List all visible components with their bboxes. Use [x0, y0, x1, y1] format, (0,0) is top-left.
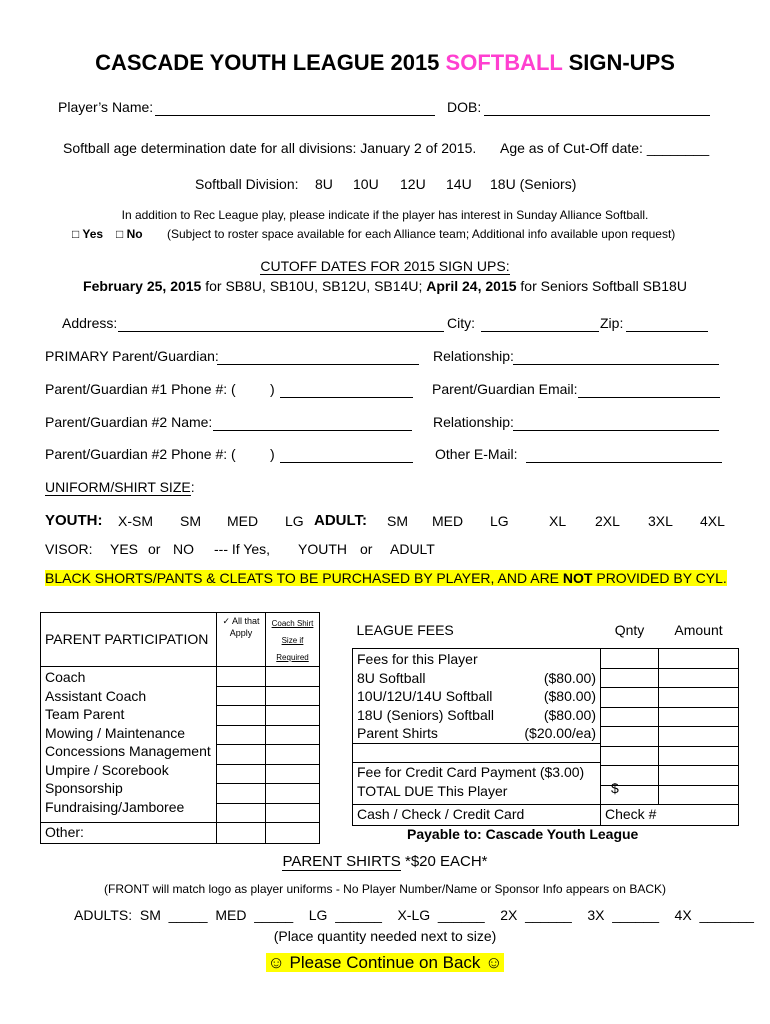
- coach-shirt-size-header: [266, 613, 320, 667]
- cutoff-heading-text: CUTOFF DATES FOR 2015 SIGN UPS:: [260, 258, 510, 274]
- adult-size-option[interactable]: 4XL: [700, 513, 725, 529]
- visor-no[interactable]: NO: [173, 541, 194, 557]
- age-determination-text: Softball age determination date for all divisions: January 2 of 2015.: [63, 140, 477, 156]
- league-fees-heading: LEAGUE FEES: [356, 621, 454, 638]
- other-email-field[interactable]: [526, 462, 722, 463]
- participation-concessions: Concessions Management: [45, 743, 211, 759]
- participation-list: [41, 667, 217, 823]
- participation-other-size[interactable]: [266, 822, 320, 843]
- amount-column[interactable]: [659, 649, 739, 805]
- adult-size-option[interactable]: 2XL: [595, 513, 620, 529]
- alliance-note: In addition to Rec League play, please indicate if the player has interest in Sunday Alliance Softball.: [121, 208, 649, 222]
- parent-email-field[interactable]: [578, 397, 720, 398]
- zip-label: Zip:: [600, 315, 624, 331]
- participation-umpire: Umpire / Scorebook: [45, 761, 169, 778]
- cutoff-heading: [0, 258, 770, 275]
- alliance-no-checkbox[interactable]: □ No: [116, 227, 143, 241]
- participation-heading: PARENT PARTICIPATION: [41, 613, 217, 667]
- front-logo-note: (FRONT will match logo as player uniforms - No Player Number/Name or Sponsor Info appears on BACK): [104, 882, 666, 896]
- fee-blank-row: [353, 743, 600, 764]
- league-fees-list: [353, 649, 601, 805]
- fee-price: ($80.00): [543, 669, 596, 686]
- fee-row: [357, 650, 596, 669]
- city-field[interactable]: [481, 331, 599, 332]
- fee-credit-card: Fee for Credit Card Payment ($3.00): [357, 764, 585, 780]
- continue-highlight: [266, 953, 503, 972]
- cutoff-text-2: for Seniors Softball SB18U: [516, 278, 687, 294]
- visor-or: or: [148, 541, 161, 557]
- visor-ifyes: --- If Yes,: [214, 541, 271, 557]
- visor-youth[interactable]: YOUTH: [298, 541, 347, 557]
- adult-size-option[interactable]: LG: [490, 513, 509, 529]
- fee-label: Parent Shirts: [357, 725, 438, 741]
- phone1-field[interactable]: [280, 397, 413, 398]
- quantity-note: (Place quantity needed next to size): [273, 928, 497, 944]
- fee-row: [357, 687, 596, 706]
- zip-field[interactable]: [626, 331, 708, 332]
- parent-email-label: Parent/Guardian Email:: [432, 381, 578, 397]
- alliance-subnote: (Subject to roster space available for each Alliance team; Additional info available upon request): [167, 227, 676, 241]
- adult-size-option[interactable]: SM: [387, 513, 408, 529]
- dob-field[interactable]: [484, 115, 710, 116]
- total-dollar-sign: $: [611, 780, 619, 796]
- parent2-name-field[interactable]: [213, 430, 412, 431]
- adult-size-option[interactable]: XL: [549, 513, 567, 529]
- youth-size-option[interactable]: MED: [227, 513, 259, 529]
- fee-price: ($20.00/ea): [524, 725, 596, 741]
- cutoff-dates: [0, 278, 770, 294]
- amount-header: Amount: [674, 621, 723, 638]
- participation-other: Other:: [41, 822, 217, 843]
- fee-label: 10U/12U/14U Softball: [357, 688, 493, 704]
- uniform-heading: [45, 479, 195, 496]
- age-cutoff-label: Age as of Cut-Off date: ________: [500, 140, 710, 156]
- shorts-note-text: BLACK SHORTS/PANTS & CLEATS TO BE PURCHASED BY PLAYER, AND ARE: [45, 570, 563, 586]
- visor-yes[interactable]: YES: [110, 541, 139, 557]
- parent2-name-label: Parent/Guardian #2 Name:: [45, 414, 213, 430]
- parent-shirts-price: *$20 EACH*: [400, 853, 488, 870]
- fee-row: [357, 669, 596, 688]
- all-that-apply-header: ✓ All that Apply: [217, 613, 266, 667]
- qnty-column[interactable]: [601, 649, 659, 805]
- division-option: 10U: [353, 176, 379, 192]
- division-option: 14U: [446, 176, 472, 192]
- participation-assistant-coach: Assistant Coach: [45, 687, 147, 704]
- adult-shirt-sizes[interactable]: ADULTS: SM _____ MED _____ LG ______ X-LG ______ 2X ______ 3X ______ 4X _______: [74, 907, 754, 923]
- parent-participation-table: [40, 612, 320, 844]
- relationship-label: Relationship:: [433, 348, 514, 364]
- fee-row: [357, 724, 596, 743]
- continue-banner: [0, 953, 770, 973]
- division-option: 18U (Seniors): [490, 176, 577, 192]
- league-fees-table: [352, 612, 739, 826]
- visor-label: VISOR:: [45, 541, 93, 557]
- fee-row: [357, 706, 596, 725]
- phone2-paren: ): [270, 446, 275, 462]
- fee-label: Fees for this Player: [357, 651, 478, 667]
- smile-icon: ☺: [485, 953, 503, 972]
- visor-or2: or: [360, 541, 373, 557]
- participation-shirt-column[interactable]: [266, 667, 320, 823]
- fee-price: ($80.00): [543, 706, 596, 723]
- page-title: [0, 50, 770, 76]
- other-email-label: Other E-Mail:: [435, 446, 518, 462]
- uniform-colon: :: [190, 479, 195, 495]
- participation-fundraising: Fundraising/Jamboree: [45, 798, 185, 815]
- parent-shirts-heading: [0, 853, 770, 871]
- dob-label: DOB:: [447, 99, 482, 115]
- visor-adult[interactable]: ADULT: [390, 541, 435, 557]
- shorts-cleats-note: [45, 570, 727, 586]
- participation-sponsorship: Sponsorship: [45, 780, 123, 796]
- participation-coach: Coach: [45, 669, 86, 685]
- primary-guardian-label: PRIMARY Parent/Guardian:: [45, 348, 219, 364]
- participation-team-parent: Team Parent: [45, 706, 125, 722]
- cutoff-date-1: February 25, 2015: [83, 278, 202, 294]
- primary-guardian-field[interactable]: [217, 364, 419, 365]
- address-field[interactable]: [118, 331, 444, 332]
- phone1-label: Parent/Guardian #1 Phone #: (: [45, 381, 236, 397]
- fee-total: TOTAL DUE This Player: [357, 782, 508, 799]
- youth-label: YOUTH:: [45, 512, 103, 529]
- youth-size-option[interactable]: LG: [285, 513, 304, 529]
- shorts-note-not: NOT: [562, 570, 593, 586]
- participation-mowing: Mowing / Maintenance: [45, 724, 186, 741]
- city-label: City:: [447, 315, 475, 331]
- cutoff-text-1: for SB8U, SB10U, SB12U, SB14U;: [201, 278, 427, 294]
- coach-shirt-size-header-text: Coach Shirt Size if Required: [271, 619, 314, 662]
- phone2-field[interactable]: [280, 462, 413, 463]
- payable-to: Payable to: Cascade Youth League: [407, 826, 639, 842]
- fee-label: 8U Softball: [357, 669, 426, 686]
- fee-price: ($80.00): [543, 688, 596, 704]
- relationship-field[interactable]: [513, 364, 719, 365]
- title-text-end: SIGN-UPS: [562, 50, 675, 75]
- uniform-heading-text: UNIFORM/SHIRT SIZE: [45, 479, 191, 495]
- players-name-field[interactable]: [155, 115, 435, 116]
- continue-text: Please Continue on Back: [284, 953, 486, 972]
- youth-size-option[interactable]: SM: [180, 513, 201, 529]
- players-name-label: Player’s Name:: [58, 99, 154, 115]
- alliance-yes-checkbox[interactable]: □ Yes: [72, 227, 104, 241]
- address-label: Address:: [62, 315, 118, 331]
- fee-label: 18U (Seniors) Softball: [357, 706, 494, 723]
- division-option: 12U: [400, 176, 426, 192]
- relationship2-field[interactable]: [513, 430, 719, 431]
- check-number[interactable]: Check #: [601, 804, 739, 825]
- cutoff-date-2: April 24, 2015: [426, 278, 517, 294]
- title-text: CASCADE YOUTH LEAGUE 2015: [95, 50, 446, 75]
- title-highlight: SOFTBALL: [445, 50, 563, 75]
- youth-size-option[interactable]: X-SM: [118, 513, 153, 529]
- adult-size-option[interactable]: MED: [432, 513, 464, 529]
- adult-label: ADULT:: [314, 512, 368, 529]
- smile-icon: ☺: [267, 953, 285, 972]
- participation-other-check[interactable]: [217, 822, 266, 843]
- phone2-label: Parent/Guardian #2 Phone #: (: [45, 446, 236, 462]
- parent-shirts-heading-text: PARENT SHIRTS: [282, 853, 401, 870]
- phone1-paren: ): [270, 381, 275, 397]
- adult-size-option[interactable]: 3XL: [648, 513, 673, 529]
- division-option: 8U: [315, 176, 333, 192]
- payment-method: Cash / Check / Credit Card: [353, 804, 601, 825]
- division-label: Softball Division:: [195, 176, 299, 192]
- participation-check-column[interactable]: [217, 667, 266, 823]
- shorts-note-end: PROVIDED BY CYL.: [592, 570, 727, 586]
- qnty-header: Qnty: [614, 621, 645, 638]
- relationship2-label: Relationship:: [433, 414, 514, 430]
